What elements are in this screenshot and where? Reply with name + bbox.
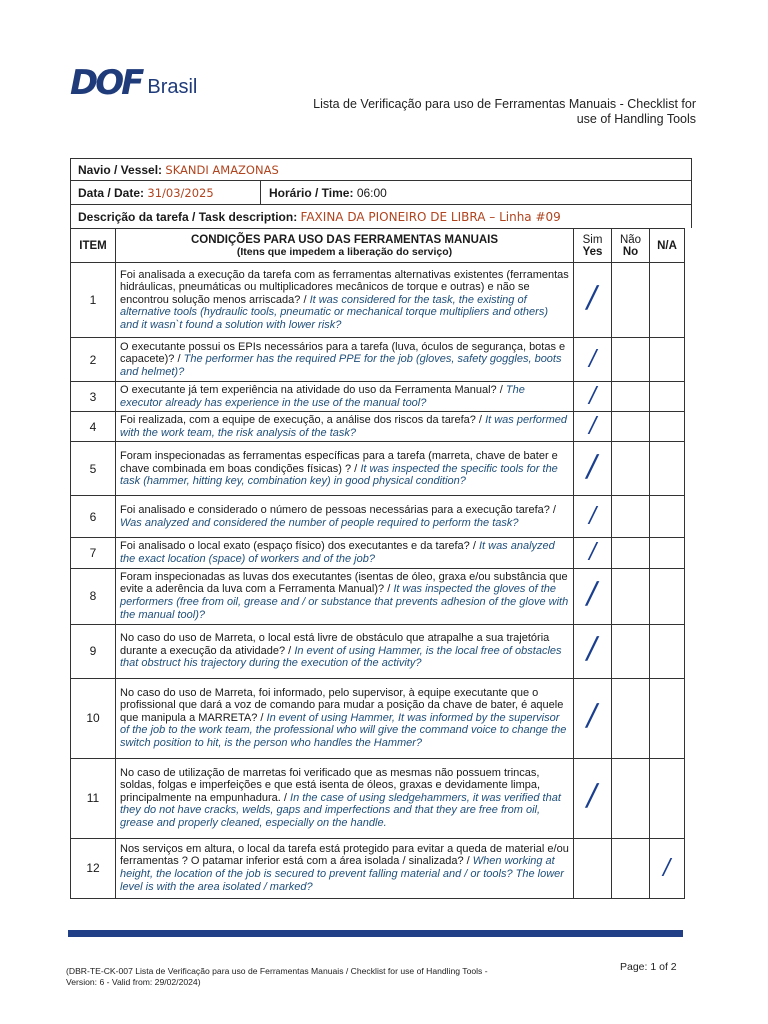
description-english: It was performed with the work team, the risk analysis of the task? xyxy=(120,414,567,439)
item-number: 10 xyxy=(71,678,116,758)
table-row xyxy=(71,538,685,568)
answer-na-cell[interactable] xyxy=(650,758,685,838)
task-row xyxy=(70,204,692,228)
table-row xyxy=(71,568,685,624)
item-description xyxy=(116,568,574,624)
answer-yes-cell[interactable] xyxy=(574,568,612,624)
description-portuguese: Nos serviços em altura, o local da tarefa está protegido para evitar a queda de material e/ou ferramentas ? O patamar inferior está com a área isolada / sinalizada? / xyxy=(120,842,569,868)
answer-no-cell[interactable] xyxy=(612,338,650,382)
item-number: 6 xyxy=(71,496,116,538)
description-english: In the case of using sledgehammers, it was verified that they do not have cracks, welds, gaps and imperfections and that they are free from oil, grease and properly cleaned, especially on the handle. xyxy=(120,791,561,829)
footer-divider xyxy=(68,930,683,937)
answer-na-cell[interactable] xyxy=(650,442,685,496)
answer-yes-cell[interactable] xyxy=(574,412,612,442)
description-english: The performer has the required PPE for the job (gloves, safety goggles, boots and helmet)? xyxy=(120,353,562,378)
answer-na-cell[interactable] xyxy=(650,496,685,538)
description-portuguese: Foram inspecionadas as luvas dos executantes (isentas de óleo, graxa e/ou substância que evite a aderência da luva com a Ferramenta Manual)? / xyxy=(120,570,568,596)
check-mark-icon: / xyxy=(586,346,599,371)
check-mark-icon: / xyxy=(584,631,601,667)
description-portuguese: Foram inspecionadas as ferramentas específicas para a tarefa (marreta, chave de bater e chave combinada em boas condições físicas) ? / xyxy=(120,449,558,475)
answer-no-cell[interactable] xyxy=(612,758,650,838)
table-row xyxy=(71,758,685,838)
date-cell xyxy=(78,181,261,204)
answer-yes-cell[interactable] xyxy=(574,758,612,838)
col-condition-subtitle: (Itens que impedem a liberação do serviço) xyxy=(236,245,453,258)
item-description xyxy=(116,442,574,496)
document-title-line1: Lista de Verificação para uso de Ferramentas Manuais - Checklist for xyxy=(313,97,696,111)
description-portuguese: No caso do uso de Marreta, o local está livre de obstáculo que atrapalhe a sua trajetória durante a execução da atividade? / xyxy=(120,632,550,657)
answer-no-cell[interactable] xyxy=(612,496,650,538)
item-description xyxy=(116,758,574,838)
answer-yes-cell[interactable] xyxy=(574,496,612,538)
page-number: Page: 1 of 2 xyxy=(620,961,677,973)
col-yes-header xyxy=(574,229,612,263)
checklist-table xyxy=(70,228,685,899)
answer-na-cell[interactable] xyxy=(650,568,685,624)
footer-document-ref xyxy=(66,966,626,988)
answer-no-cell[interactable] xyxy=(612,263,650,338)
vessel-label: Navio / Vessel: xyxy=(78,162,163,177)
answer-na-cell[interactable] xyxy=(650,338,685,382)
check-mark-icon: / xyxy=(586,539,599,565)
col-no-line1: Não xyxy=(619,233,642,246)
description-english: Was analyzed and considered the number of people required to perform the task? xyxy=(120,516,519,529)
check-mark-icon: / xyxy=(584,448,601,484)
description-english: In event of using Hammer, It was informed by the supervisor of the job to the work team, the professional who will give the command voice to change the switch position to hit, is the person who handles the Hammer? xyxy=(120,711,567,749)
table-header-row xyxy=(71,229,685,263)
description-portuguese: No caso do uso de Marreta, foi informado, pelo supervisor, à equipe executante que o profissional que dará a voz de comando para mudar a posição da chave de bater, é aquele que manipula a MARRETA? / xyxy=(120,686,564,724)
col-condition-header xyxy=(116,229,574,263)
time-cell xyxy=(261,186,387,200)
col-no-header xyxy=(612,229,650,263)
description-english: When working at height, the location of the job is secured to prevent falling material and / or tools? The lower level is with the area isolated / marked? xyxy=(120,855,564,893)
time-value: 06:00 xyxy=(356,185,387,200)
answer-na-cell[interactable] xyxy=(650,412,685,442)
date-time-row xyxy=(70,180,692,204)
description-portuguese: Foi realizada, com a equipe de execução, a análise dos riscos da tarefa? / xyxy=(120,414,482,427)
answer-na-cell[interactable] xyxy=(650,838,685,898)
table-row xyxy=(71,412,685,442)
answer-yes-cell[interactable] xyxy=(574,338,612,382)
answer-no-cell[interactable] xyxy=(612,838,650,898)
item-number: 8 xyxy=(71,568,116,624)
description-english: The executor already has experience in the use of the manual tool? xyxy=(120,384,525,409)
answer-no-cell[interactable] xyxy=(612,538,650,568)
description-english: It was considered for the task, the existing of alternative tools (hydraulic tools, pneumatic or mechanical torque multipliers and others) and it wasn`t found a solution with lower risk? xyxy=(120,293,548,331)
col-condition-title: CONDIÇÕES PARA USO DAS FERRAMENTAS MANUAIS xyxy=(190,233,499,246)
item-description xyxy=(116,624,574,678)
check-mark-icon: / xyxy=(584,698,601,734)
check-mark-icon: / xyxy=(584,576,601,612)
table-row xyxy=(71,678,685,758)
time-label: Horário / Time: xyxy=(269,185,354,200)
table-row xyxy=(71,382,685,412)
item-description xyxy=(116,338,574,382)
answer-no-cell[interactable] xyxy=(612,412,650,442)
description-portuguese: Foi analisada a execução da tarefa com as ferramentas alternativas existentes (ferramentas hidráulicas, pneumáticas ou multiplicadores mecânicos de torque e outras) e não se encontrou solução menos arriscada? / xyxy=(120,268,569,306)
vessel-value: SKANDI AMAZONAS xyxy=(165,162,279,177)
check-mark-icon: / xyxy=(584,778,601,814)
answer-na-cell[interactable] xyxy=(650,624,685,678)
item-number: 3 xyxy=(71,382,116,412)
answer-na-cell[interactable] xyxy=(650,382,685,412)
item-description xyxy=(116,678,574,758)
table-row xyxy=(71,442,685,496)
item-description xyxy=(116,382,574,412)
item-number: 2 xyxy=(71,338,116,382)
description-portuguese: No caso de utilização de marretas foi verificado que as mesmas não possuem trincas, soldas, folgas e imperfeições e que está isenta de óleos, graxas e devidamente limpa, principalmente na empunhadura. / xyxy=(120,766,541,804)
col-item-header: ITEM xyxy=(71,229,116,263)
check-mark-icon: / xyxy=(586,503,599,529)
answer-na-cell[interactable] xyxy=(650,263,685,338)
description-portuguese: Foi analisado e considerado o número de pessoas necessárias para a execução tarefa? / xyxy=(120,504,556,517)
answer-no-cell[interactable] xyxy=(612,382,650,412)
answer-no-cell[interactable] xyxy=(612,442,650,496)
description-english: It was inspected the gloves of the performers (free from oil, grease and / or substance that prevents adhesion of the glove with the manual tool)? xyxy=(120,583,569,621)
item-description xyxy=(116,538,574,568)
item-description xyxy=(116,838,574,898)
description-portuguese: O executante possui os EPIs necessários para a tarefa (luva, óculos de segurança, botas e capacete)? / xyxy=(120,340,566,366)
table-row xyxy=(71,338,685,382)
item-description xyxy=(116,412,574,442)
item-number: 12 xyxy=(71,838,116,898)
answer-na-cell[interactable] xyxy=(650,678,685,758)
item-description xyxy=(116,263,574,338)
item-number: 5 xyxy=(71,442,116,496)
footer-line1: (DBR-TE-CK-007 Lista de Verificação para uso de Ferramentas Manuais / Checklist for use of Handling Tools - xyxy=(66,966,488,976)
date-value: 31/03/2025 xyxy=(147,185,214,200)
document-title xyxy=(296,97,696,127)
col-yes-line2: Yes xyxy=(582,245,603,258)
table-row xyxy=(71,624,685,678)
date-label: Data / Date: xyxy=(78,185,145,200)
footer-line2: Version: 6 - Valid from: 29/02/2024) xyxy=(66,977,201,987)
description-english: In event of using Hammer, is the local free of obstacles that obstruct his trajectory during the execution of the activity? xyxy=(120,644,562,670)
item-number: 7 xyxy=(71,538,116,568)
answer-yes-cell[interactable] xyxy=(574,838,612,898)
description-portuguese: O executante já tem experiência na atividade do uso da Ferramenta Manual? / xyxy=(120,384,503,396)
item-description xyxy=(116,496,574,538)
item-number: 9 xyxy=(71,624,116,678)
description-english: It was inspected the specific tools for the task (hammer, hitting key, combination key) in good physical condition? xyxy=(120,462,558,488)
answer-yes-cell[interactable] xyxy=(574,538,612,568)
table-row xyxy=(71,838,685,898)
answer-yes-cell[interactable] xyxy=(574,442,612,496)
item-number: 1 xyxy=(71,263,116,338)
answer-na-cell[interactable] xyxy=(650,538,685,568)
task-label: Descrição da tarefa / Task description: xyxy=(78,209,298,224)
logo-text: Brasil xyxy=(147,76,198,98)
table-row xyxy=(71,263,685,338)
description-portuguese: Foi analisado o local exato (espaço físico) dos executantes e da tarefa? / xyxy=(120,540,476,553)
answer-no-cell[interactable] xyxy=(612,624,650,678)
task-value: FAXINA DA PIONEIRO DE LIBRA – Linha #09 xyxy=(300,209,561,224)
answer-yes-cell[interactable] xyxy=(574,678,612,758)
check-mark-icon: / xyxy=(586,413,599,439)
col-yes-line1: Sim xyxy=(582,233,603,246)
answer-yes-cell[interactable] xyxy=(574,624,612,678)
logo-mark: DOF xyxy=(70,63,142,103)
description-english: It was analyzed the exact location (space) of workers and of the job? xyxy=(120,540,555,565)
answer-no-cell[interactable] xyxy=(612,678,650,758)
check-mark-icon: / xyxy=(584,280,601,315)
answer-yes-cell[interactable] xyxy=(574,263,612,338)
answer-yes-cell[interactable] xyxy=(574,382,612,412)
item-number: 4 xyxy=(71,412,116,442)
company-logo xyxy=(70,63,198,103)
col-na-header: N/A xyxy=(650,229,685,263)
vessel-row xyxy=(70,158,692,180)
col-no-line2: No xyxy=(622,245,639,258)
document-title-line2: use of Handling Tools xyxy=(576,112,696,126)
check-mark-icon: / xyxy=(586,383,599,409)
item-number: 11 xyxy=(71,758,116,838)
check-mark-icon: / xyxy=(661,854,673,880)
answer-no-cell[interactable] xyxy=(612,568,650,624)
table-row xyxy=(71,496,685,538)
